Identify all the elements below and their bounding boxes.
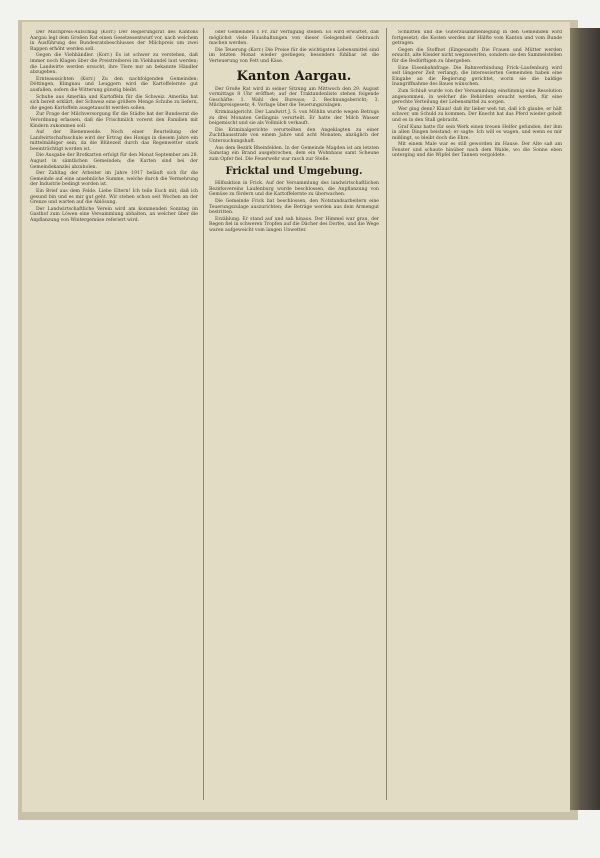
article-paragraph: Schuhe aus Amerika und Kartoffeln für die Schweiz. Amerika hat sich bereit erklärt, der Schweiz eine größere Menge Schuhe zu liefern, die gegen Kartoffeln ausgetauscht werden sollen.	[30, 94, 198, 111]
article-paragraph: Mit einem Male war es still geworden im Hause. Der Alte saß am Fenster und schaute hinüber nach dem Walde, wo die Sonne eben unterging und die Wipfel der Tannen vergoldete.	[392, 142, 562, 159]
article-paragraph: Die Ausgabe der Brotkarten erfolgt für den Monat September am 28. August in sämtlichen Gemeinden; die Karten sind bei der Gemeindekanzlei abzuholen.	[30, 153, 198, 170]
article-paragraph: Hilfsaktion in Frick. Auf der Versammlung des landwirtschaftlichen Bezirksvereins Laufenburg wurde beschlossen, die Anpflanzung von Gemüse zu fördern und die Kartoffelernte zu überwachen.	[209, 181, 379, 198]
article-paragraph: Auf der Bienenweide. Noch einer Beurteilung der Landwirtschaftsschule wird der Ertrag des Honigs in diesem Jahre ein mittelmäßiger sein, da die Blütezeit durch das Regenwetter stark beeinträchtigt worden ist.	[30, 130, 198, 152]
column-rule-1	[203, 28, 204, 800]
article-paragraph: Die Kriminalgerichte verurteilten den Angeklagten zu einer Zuchthausstrafe von einem Jahre und acht Monaten, abzüglich der Untersuchungshaft.	[209, 127, 379, 144]
article-paragraph: Kriminalgericht. Der Landwirt J. S. von Möhlin wurde wegen Betrugs zu drei Monaten Gefängnis verurteilt. Er hatte der Milch Wasser beigemischt und sie als Vollmilch verkauft.	[209, 109, 379, 127]
article-paragraph: Die Gemeinde Frick hat beschlossen, den Notstandsarbeitern eine Teuerungszulage auszurichten; die Beträge werden aus dem Armengut bestritten.	[209, 199, 379, 216]
article-paragraph: Zur Frage der Milchversorgung für die Städte hat der Bundesrat die Verordnung erlassen, daß die Frischmilch vorerst den Familien mit Kindern zukommen soll.	[30, 112, 198, 129]
column-1	[30, 30, 198, 800]
article-paragraph: Eine Eisenbahnfrage. Die Bahnverbindung Frick–Laufenburg wird seit längerer Zeit verlangt; die interessierten Gemeinden haben eine Eingabe an die Regierung gerichtet, worin sie die baldige Inangriffnahme des Baues wünschen.	[392, 65, 562, 88]
article-paragraph: Schnitten und die Güterzusammenlegung in den Gemeinden wird fortgesetzt; die Kosten werden zur Hälfte vom Kanton und vom Bunde getragen.	[392, 30, 562, 47]
article-paragraph: Ernteaussichten (Korr.) Zu den nachfolgenden Gemeinden: Döttingen, Klingnau und Leuggern wird die Kartoffelernte gut ausfallen, sofern die Witterung günstig bleibt.	[30, 76, 198, 93]
article-paragraph: Der Große Rat wird in seiner Sitzung am Mittwoch den 29. August vormittags 8 Uhr eröffnet; auf der Traktandenliste stehen folgende Geschäfte: 1. Wahl des Bureaus; 2. Rechnungsbericht; 3. Milchpreisgesetz; 4. Vorlage über die Teuerungszulagen.	[209, 86, 379, 109]
section-heading-kanton-aargau: Kanton Aargau.	[236, 68, 352, 84]
article-paragraph: Erzählung. Er stand auf und sah hinaus. Der Himmel war grau, der Regen fiel in schweren Tropfen auf die Dächer des Dorfes, und die Wege waren aufgeweicht vom langen Unwetter.	[209, 216, 379, 234]
article-paragraph: Ein Brief aus dem Felde. Liebe Eltern! Ich teile Euch mit, daß ich gesund bin und es mir gut geht. Wir stehen schon seit Wochen an der Grenze und warten auf die Ablösung.	[30, 189, 198, 206]
article-paragraph: Graf Kunz hatte für sein Werk einen treuen Helfer gefunden, der ihm in allen Dingen beistand; er sagte: Ich will es wagen, und wenn es mir mißlingt, so bleibt doch die Ehre.	[392, 124, 562, 141]
column-rule-2	[386, 28, 387, 800]
article-paragraph: Gegen die Viehhändler. (Korr.) Es ist schwer zu verstehen, daß immer noch Klagen über die Preistreiberei im Viehhandel laut werden; die Landwirte werden ersucht, ihre Tiere nur an bekannte Händler abzugeben.	[30, 53, 198, 76]
article-paragraph: Die Teuerung (Korr.) Die Preise für die wichtigsten Lebensmittel sind im letzten Monat wieder gestiegen; besonders fühlbar ist die Verteuerung von Fett und Käse.	[209, 47, 379, 64]
article-paragraph: Der Milchpreis-Aufschlag (Korr.) Der Regierungsrat des Kantons Aargau legt dem Großen Rat einen Gesetzesentwurf vor, nach welchem in Ausführung des Bundesratsbeschlusses der Milchpreis um zwei Rappen erhöht werden soll.	[30, 30, 198, 52]
article-paragraph: Wer ging denn? Klaus! daß ihr lieber weh tut, daß ich glaube, er hält schwer, um Schuld zu kommen. Der Knecht hat das Pferd wieder geholt und es in den Stall gebracht.	[392, 106, 562, 123]
column-2	[209, 30, 379, 800]
article-paragraph: Aus dem Bezirk Rheinfelden. In der Gemeinde Magden ist am letzten Samstag ein Brand ausgebrochen, dem ein Wohnhaus samt Scheune zum Opfer fiel. Die Feuerwehr war rasch zur Stelle.	[209, 145, 379, 162]
article-paragraph: oder Gemeinden 1 Fr. zur Verfügung stellen. Es wird erwartet, daß möglichst viele Haushaltungen von dieser Gelegenheit Gebrauch machen werden.	[209, 30, 379, 47]
article-paragraph: Zum Schluß wurde von der Versammlung einstimmig eine Resolution angenommen, in welcher die Behörden ersucht werden, für eine gerechte Verteilung der Lebensmittel zu sorgen.	[392, 88, 562, 106]
book-spine	[568, 28, 600, 810]
article-paragraph: Der Zahltag der Arbeiter im Jahre 1917 beläuft sich für die Gemeinde auf eine ansehnliche Summe, welche durch die Vermehrung der Industrie bedingt worden ist.	[30, 171, 198, 188]
article-paragraph: Der Landwirtschaftliche Verein wird am kommenden Sonntag im Gasthof zum Löwen eine Versammlung abhalten, an welcher über die Anpflanzung von Wintergemüse referiert wird.	[30, 206, 198, 223]
column-3	[392, 30, 562, 800]
newspaper-page	[22, 22, 570, 812]
article-paragraph: Gegen die Stoffnot (Eingesandt) Die Frauen und Mütter werden ersucht, alte Kleider nicht wegzuwerfen, sondern sie den Sammelstellen für die Bedürftigen zu übergeben.	[392, 47, 562, 64]
section-heading-fricktal: Fricktal und Umgebung.	[225, 166, 363, 178]
